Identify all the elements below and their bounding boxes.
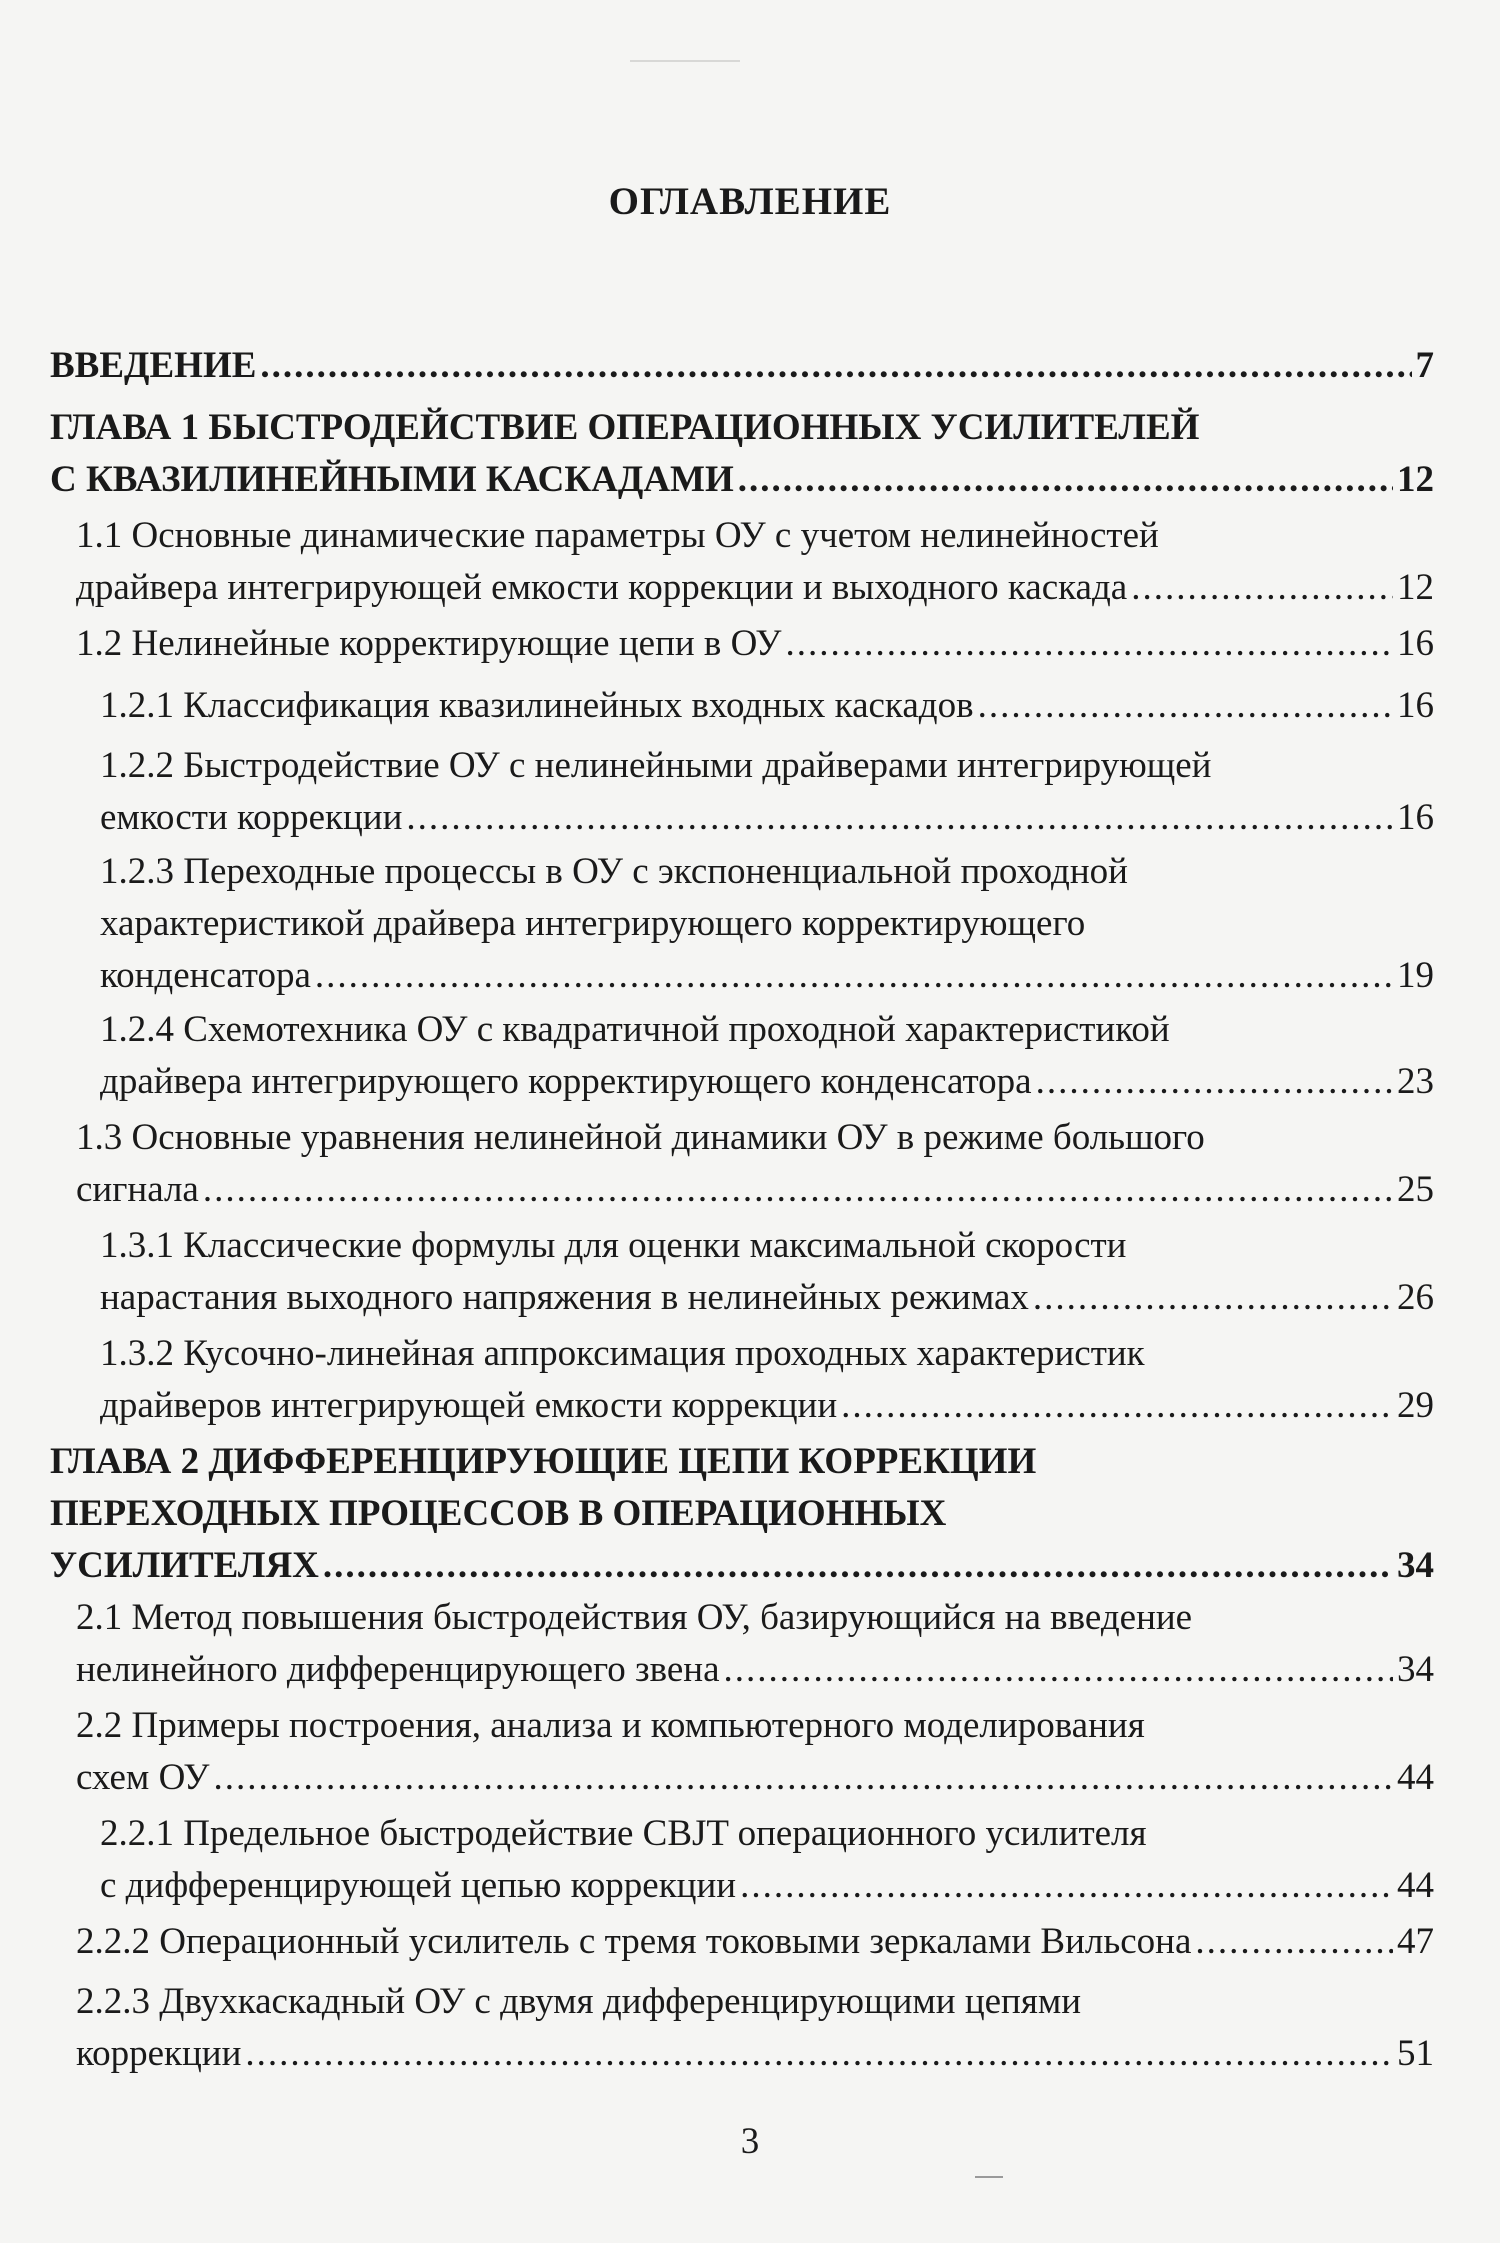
toc-page-number: 47 (1397, 1921, 1434, 1962)
toc-title: ОГЛАВЛЕНИЕ (608, 180, 892, 223)
toc-entry-text: сигнала (76, 1169, 199, 1210)
dot-leader (323, 1540, 1393, 1592)
toc-entry-section-1-3-2[interactable] (100, 1328, 1434, 1432)
toc-entry-text: ПЕРЕХОДНЫХ ПРОЦЕССОВ В ОПЕРАЦИОННЫХ (50, 1493, 947, 1534)
toc-entry-section-2-2-1[interactable] (100, 1808, 1434, 1912)
dot-leader (978, 680, 1393, 732)
toc-page-number: 12 (1397, 459, 1434, 500)
toc-entry-introduction[interactable] (50, 340, 1434, 392)
toc-page-number: 16 (1397, 623, 1434, 664)
toc-entry-text: драйверов интегрирующей емкости коррекции (100, 1385, 838, 1426)
dot-leader (315, 950, 1393, 1002)
toc-entry-text: нелинейного дифференцирующего звена (76, 1649, 720, 1690)
toc-entry-text: емкости коррекции (100, 797, 403, 838)
toc-entry-text: 1.2.4 Схемотехника ОУ с квадратичной проходной характеристикой (100, 1009, 1170, 1050)
toc-page-number: 34 (1397, 1545, 1434, 1586)
toc-entry-section-2-2-2[interactable] (76, 1916, 1434, 1968)
scan-artifact (630, 60, 740, 62)
toc-page-number: 29 (1397, 1385, 1434, 1426)
toc-entry-section-1-3-1[interactable] (100, 1220, 1434, 1324)
toc-entry-section-1-1[interactable] (76, 510, 1434, 614)
dot-leader (203, 1164, 1393, 1216)
toc-page-number: 16 (1397, 797, 1434, 838)
toc-entry-text: ВВЕДЕНИЕ (50, 345, 257, 386)
toc-entry-text: ГЛАВА 1 БЫСТРОДЕЙСТВИЕ ОПЕРАЦИОННЫХ УСИЛИТЕЛЕЙ (50, 407, 1200, 448)
toc-page-number: 34 (1397, 1649, 1434, 1690)
toc-entry-text: коррекции (76, 2033, 242, 2074)
toc-entry-section-2-2[interactable] (76, 1700, 1434, 1804)
toc-entry-text: характеристикой драйвера интегрирующего корректирующего (100, 903, 1086, 944)
dot-leader (245, 2028, 1393, 2080)
dot-leader (1131, 562, 1393, 614)
toc-entry-text: 1.2.2 Быстродействие ОУ с нелинейными драйверами интегрирующей (100, 745, 1212, 786)
dot-leader (738, 454, 1393, 506)
toc-page-number: 44 (1397, 1865, 1434, 1906)
toc-entry-text: 1.3.1 Классические формулы для оценки максимальной скорости (100, 1225, 1127, 1266)
toc-page-number: 19 (1397, 955, 1434, 996)
toc-entry-text: драйвера интегрирующего корректирующего конденсатора (100, 1061, 1032, 1102)
toc-entry-text: 1.3 Основные уравнения нелинейной динамики ОУ в режиме большого (76, 1117, 1205, 1158)
toc-entry-section-1-2-2[interactable] (100, 740, 1434, 844)
dot-leader (724, 1644, 1393, 1696)
dot-leader (1033, 1272, 1393, 1324)
toc-entry-text: 1.1 Основные динамические параметры ОУ с учетом нелинейностей (76, 515, 1159, 556)
toc-entry-text: с дифференцирующей цепью коррекции (100, 1865, 737, 1906)
toc-entry-text: 1.3.2 Кусочно-линейная аппроксимация проходных характеристик (100, 1333, 1145, 1374)
toc-entry-text: 2.1 Метод повышения быстродействия ОУ, базирующийся на введение (76, 1597, 1193, 1638)
toc-page-number: 44 (1397, 1757, 1434, 1798)
toc-page-number: 7 (1415, 345, 1434, 386)
toc-entry-text: 2.2 Примеры построения, анализа и компьютерного моделирования (76, 1705, 1145, 1746)
toc-page-number: 26 (1397, 1277, 1434, 1318)
toc-entry-section-1-2[interactable] (76, 618, 1434, 670)
dot-leader (1195, 1916, 1393, 1968)
toc-entry-text: нарастания выходного напряжения в нелинейных режимах (100, 1277, 1029, 1318)
toc-entry-text: УСИЛИТЕЛЯХ (50, 1545, 319, 1586)
toc-entry-section-2-1[interactable] (76, 1592, 1434, 1696)
toc-entry-text: драйвера интегрирующей емкости коррекции и выходного каскада (76, 567, 1128, 608)
dot-leader (406, 792, 1393, 844)
toc-entry-text: С КВАЗИЛИНЕЙНЫМИ КАСКАДАМИ (50, 459, 734, 500)
toc-page-number: 16 (1397, 685, 1434, 726)
toc-entry-text: 2.2.1 Предельное быстродействие CBJT операционного усилителя (100, 1813, 1147, 1854)
toc-page-number: 23 (1397, 1061, 1434, 1102)
toc-entry-section-1-2-1[interactable] (100, 680, 1434, 732)
scan-artifact (975, 2176, 1003, 2178)
toc-entry-section-1-3[interactable] (76, 1112, 1434, 1216)
dot-leader (260, 340, 1411, 392)
dot-leader (786, 618, 1394, 670)
page-number: 3 (740, 2121, 760, 2162)
toc-page-number: 25 (1397, 1169, 1434, 1210)
toc-entry-text: 2.2.2 Операционный усилитель с тремя токовыми зеркалами Вильсона (76, 1921, 1192, 1962)
toc-entry-text: конденсатора (100, 955, 311, 996)
toc-entry-text: схем ОУ (76, 1757, 210, 1798)
toc-entry-text: 1.2.3 Переходные процессы в ОУ с экспоненциальной проходной (100, 851, 1128, 892)
toc-entry-text: 1.2 Нелинейные корректирующие цепи в ОУ (76, 623, 782, 664)
toc-entry-section-1-2-3[interactable] (100, 846, 1434, 1002)
toc-entry-text: 2.2.3 Двухкаскадный ОУ с двумя дифференцирующими цепями (76, 1981, 1082, 2022)
toc-entry-text: 1.2.1 Классификация квазилинейных входных каскадов (100, 685, 974, 726)
dot-leader (1036, 1056, 1393, 1108)
toc-page-number: 12 (1397, 567, 1434, 608)
toc-entry-chapter-2[interactable] (50, 1436, 1434, 1592)
toc-page-number: 51 (1397, 2033, 1434, 2074)
toc-entry-chapter-1[interactable] (50, 402, 1434, 506)
dot-leader (841, 1380, 1393, 1432)
dot-leader (213, 1752, 1393, 1804)
toc-entry-text: ГЛАВА 2 ДИФФЕРЕНЦИРУЮЩИЕ ЦЕПИ КОРРЕКЦИИ (50, 1441, 1037, 1482)
toc-entry-section-2-2-3[interactable] (76, 1976, 1434, 2080)
toc-entry-section-1-2-4[interactable] (100, 1004, 1434, 1108)
dot-leader (740, 1860, 1393, 1912)
